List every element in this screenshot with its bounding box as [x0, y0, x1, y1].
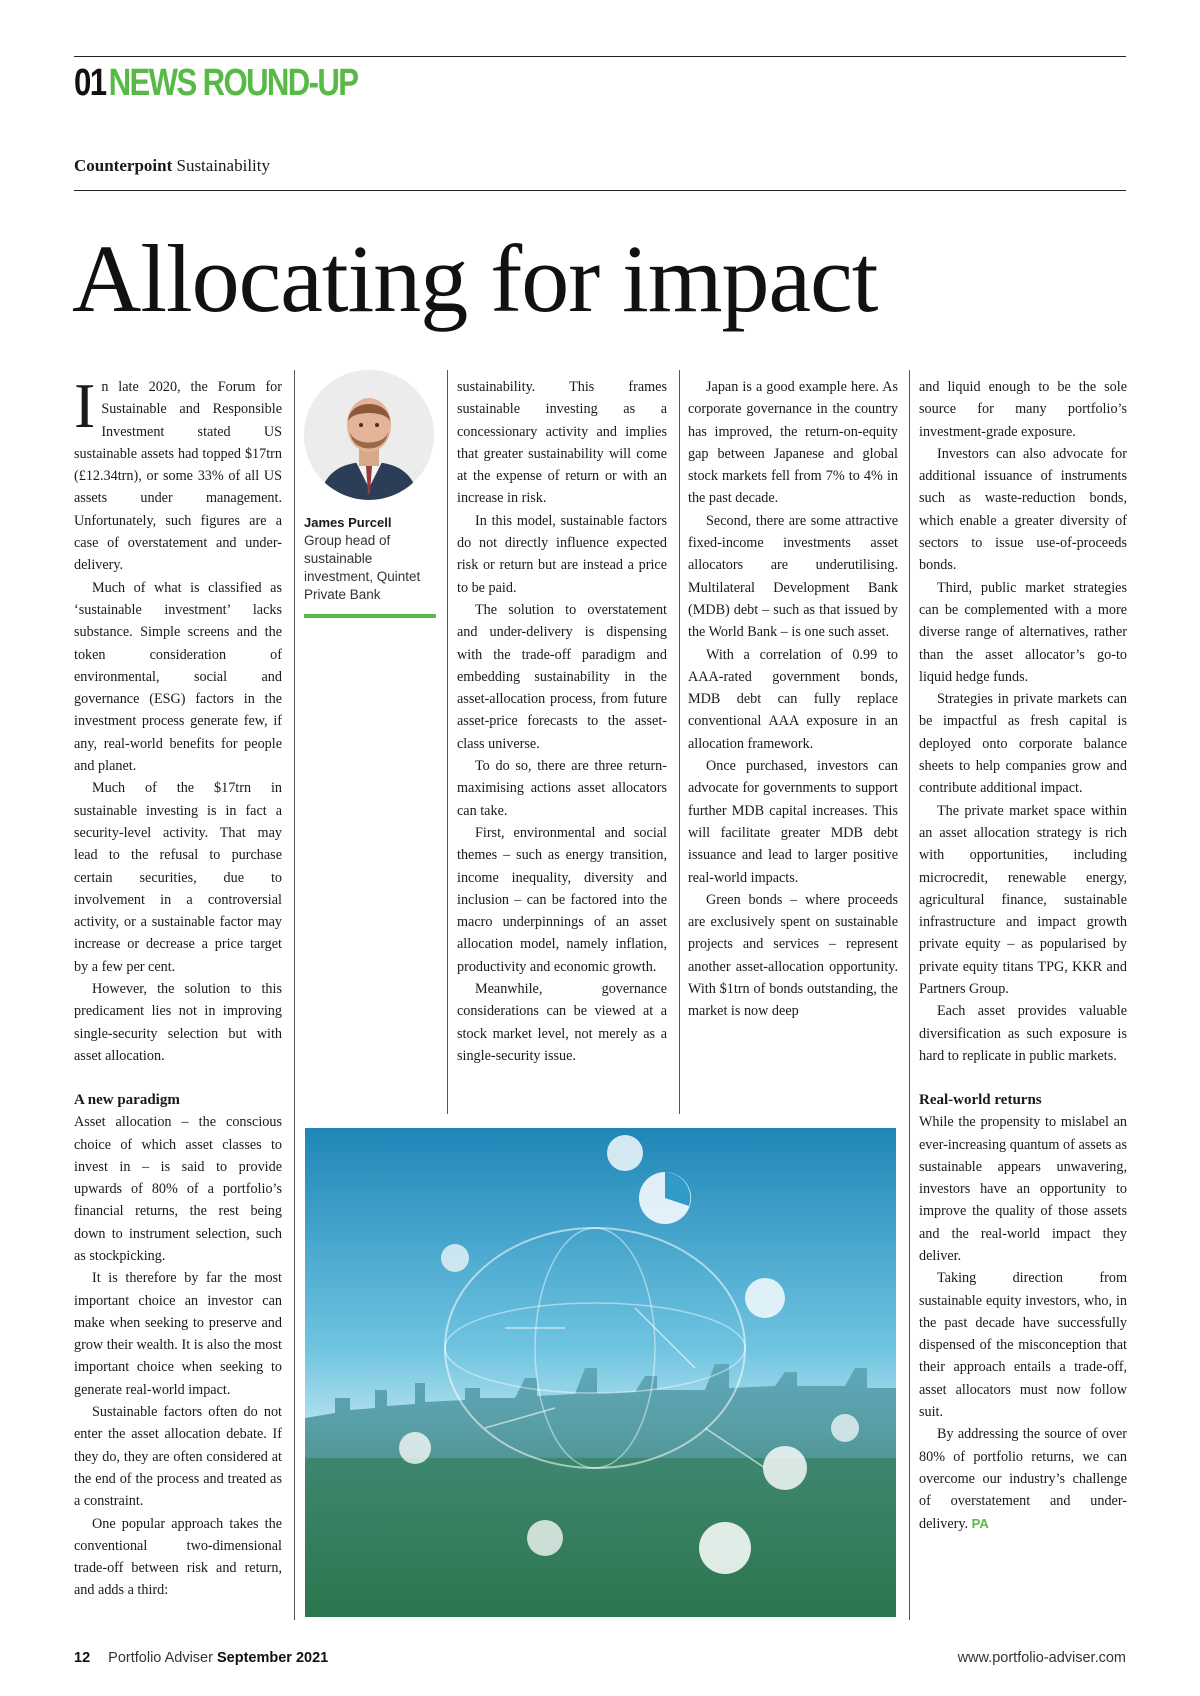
end-mark: PA: [971, 1515, 989, 1531]
article-column-1: [74, 370, 282, 1602]
paragraph: Second, there are some attractive fixed-income investments asset allocators are underutilising. Multilateral Development Bank (MDB) debt – such as that issued by the World Bank – is one such asset.: [688, 512, 898, 641]
article-column-5: [919, 376, 1127, 1535]
kicker: [74, 156, 270, 176]
kicker-topic: Sustainability: [176, 156, 270, 175]
article-column-4: [688, 376, 898, 1023]
byline-accent-rule: [304, 614, 436, 618]
footer-left: [74, 1650, 328, 1666]
kicker-rule: [74, 190, 1126, 191]
kicker-label: Counterpoint: [74, 156, 173, 175]
paragraph: Third, public market strategies can be complemented with a more diverse range of alternatives, rather than the asset allocator’s go-to liquid hedge funds.: [919, 579, 1127, 685]
paragraph: The private market space within an asset allocation strategy is rich with opportunities, including microcredit, renewable energy, agricultural finance, sustainable infrastructure and impact growth private equity – as popularised by private equity titans TPG, KKR and Partners Group.: [919, 802, 1127, 998]
paragraph: With a correlation of 0.99 to AAA-rated government bonds, MDB debt can fully replace conventional AAA exposure in an allocation framework.: [688, 646, 898, 752]
author-role: Group head of sustainable investment, Quintet Private Bank: [304, 533, 421, 602]
article-headline: Allocating for impact: [72, 225, 878, 332]
subheading: Real-world returns: [919, 1092, 1042, 1109]
paragraph: Taking direction from sustainable equity investors, who, in the past decade have successfully dispensed of the misconception that their approach entails a trade-off, asset allocators must now follow suit.: [919, 1270, 1127, 1421]
paragraph: In this model, sustainable factors do not directly influence expected risk or return but are instead a price to be paid.: [457, 512, 667, 596]
paragraph: Much of what is classified as ‘sustainable investment’ lacks substance. Simple screens and the token consideration of environmental, social and governance (ESG) factors in the investment process generate few, if any, real-world benefits for people and planet.: [74, 579, 282, 775]
paragraph: The solution to overstatement and under-delivery is dispensing with the trade-off paradigm and embedding sustainability in the asset-allocation process, from future asset-price forecasts to the asset-class universe.: [457, 601, 667, 752]
page-number: 12: [74, 1650, 91, 1666]
column-divider: [447, 370, 448, 1114]
paragraph: Much of the $17trn in sustainable investing is in fact a security-level activity. That may lead to the refusal to purchase certain securities, due to involvement in a controversial activity, or a sustainable factor may increase or decrease a price target by a few per cent.: [74, 780, 282, 975]
paragraph: sustainability. This frames sustainable investing as a concessionary activity and implies that greater sustainability will come at the expense of return or with an increase in risk.: [457, 379, 667, 507]
article-column-3: [457, 376, 667, 1067]
paragraph: By addressing the source of over 80% of portfolio returns, we can overcome our industry’s challenge of overstatement and under-delivery. PA: [919, 1426, 1127, 1532]
feature-image-city-sustainability: [305, 1128, 896, 1617]
paragraph: First, environmental and social themes – such as energy transition, income inequality, diversity and inclusion – can be factored into the macro underpinnings of an asset allocation model, namely inflation, productivity and economic growth.: [457, 824, 667, 975]
paragraph: Japan is a good example here. As corporate governance in the country has improved, the return-on-equity gap between Japanese and global stock markets fell from 7% to 4% in the past decade.: [688, 379, 898, 507]
paragraph: To do so, there are three return-maximising actions asset allocators can take.: [457, 758, 667, 819]
paragraph: Asset allocation – the conscious choice of which asset classes to invest in – is said to provide upwards of 80% of a portfolio’s financial returns, the rest being down to instrument selection, such as stockpicking.: [74, 1114, 282, 1264]
issue-date: September 2021: [216, 1650, 329, 1666]
section-title: NEWS ROUND-UP: [108, 62, 358, 104]
publication-name: Portfolio Adviser: [108, 1650, 213, 1666]
paragraph: While the propensity to mislabel an ever-increasing quantum of assets as sustainable appears unwavering, investors have an opportunity to improve the quality of those assets and the real-world impact they deliver.: [919, 1114, 1127, 1264]
paragraph: Strategies in private markets can be impactful as fresh capital is deployed onto corporate balance sheets to help companies grow and contribute additional impact.: [919, 691, 1127, 797]
author-byline: [304, 370, 436, 618]
page-footer: [74, 1650, 1126, 1666]
paragraph: Meanwhile, governance considerations can be viewed at a stock market level, not merely as a single-security issue.: [457, 981, 667, 1064]
column-divider: [679, 370, 680, 1114]
website-url: www.portfolio-adviser.com: [957, 1650, 1126, 1666]
column-divider: [909, 370, 910, 1620]
paragraph: and liquid enough to be the sole source for many portfolio’s investment-grade exposure.: [919, 379, 1127, 440]
paragraph: Once purchased, investors can advocate for governments to support further MDB capital increases. This will facilitate greater MDB debt issuance and lead to larger positive real-world impacts.: [688, 758, 898, 886]
paragraph: Sustainable factors often do not enter the asset allocation debate. If they do, they are often considered at the end of the process and treated as a constraint.: [74, 1404, 282, 1510]
paragraph: In late 2020, the Forum for Sustainable and Responsible Investment stated US sustainable assets had topped $17trn (£12.34trn), or some 33% of all US assets under management. Unfortunately, such figures are a case of overstatement and under-delivery.: [74, 370, 282, 574]
section-number: 01: [74, 62, 106, 104]
paragraph: Investors can also advocate for additional issuance of instruments such as waste-reduction bonds, which enable a greater diversity of sectors to issue use-of-proceeds bonds.: [919, 445, 1127, 574]
paragraph: Green bonds – where proceeds are exclusively spent on sustainable projects and services – represent another asset-allocation opportunity. With $1trn of bonds outstanding, the market is now deep: [688, 891, 898, 1020]
section-header: [74, 62, 357, 110]
author-photo: [304, 370, 434, 500]
paragraph: One popular approach takes the conventional two-dimensional trade-off between risk and return, and adds a third:: [74, 1515, 282, 1599]
drop-cap: I: [74, 370, 96, 441]
column-divider: [294, 370, 295, 1620]
author-name: James Purcell: [304, 515, 392, 530]
paragraph: However, the solution to this predicament lies not in improving single-security selection but with asset allocation.: [74, 981, 282, 1064]
paragraph: It is therefore by far the most important choice an investor can make when seeking to preserve and grow their wealth. It is also the most important choice when seeking to generate real-world impact.: [74, 1270, 282, 1398]
paragraph: Each asset provides valuable diversification as such exposure is hard to replicate in public markets.: [919, 1003, 1127, 1064]
subheading: A new paradigm: [74, 1092, 180, 1109]
top-rule: [74, 56, 1126, 57]
